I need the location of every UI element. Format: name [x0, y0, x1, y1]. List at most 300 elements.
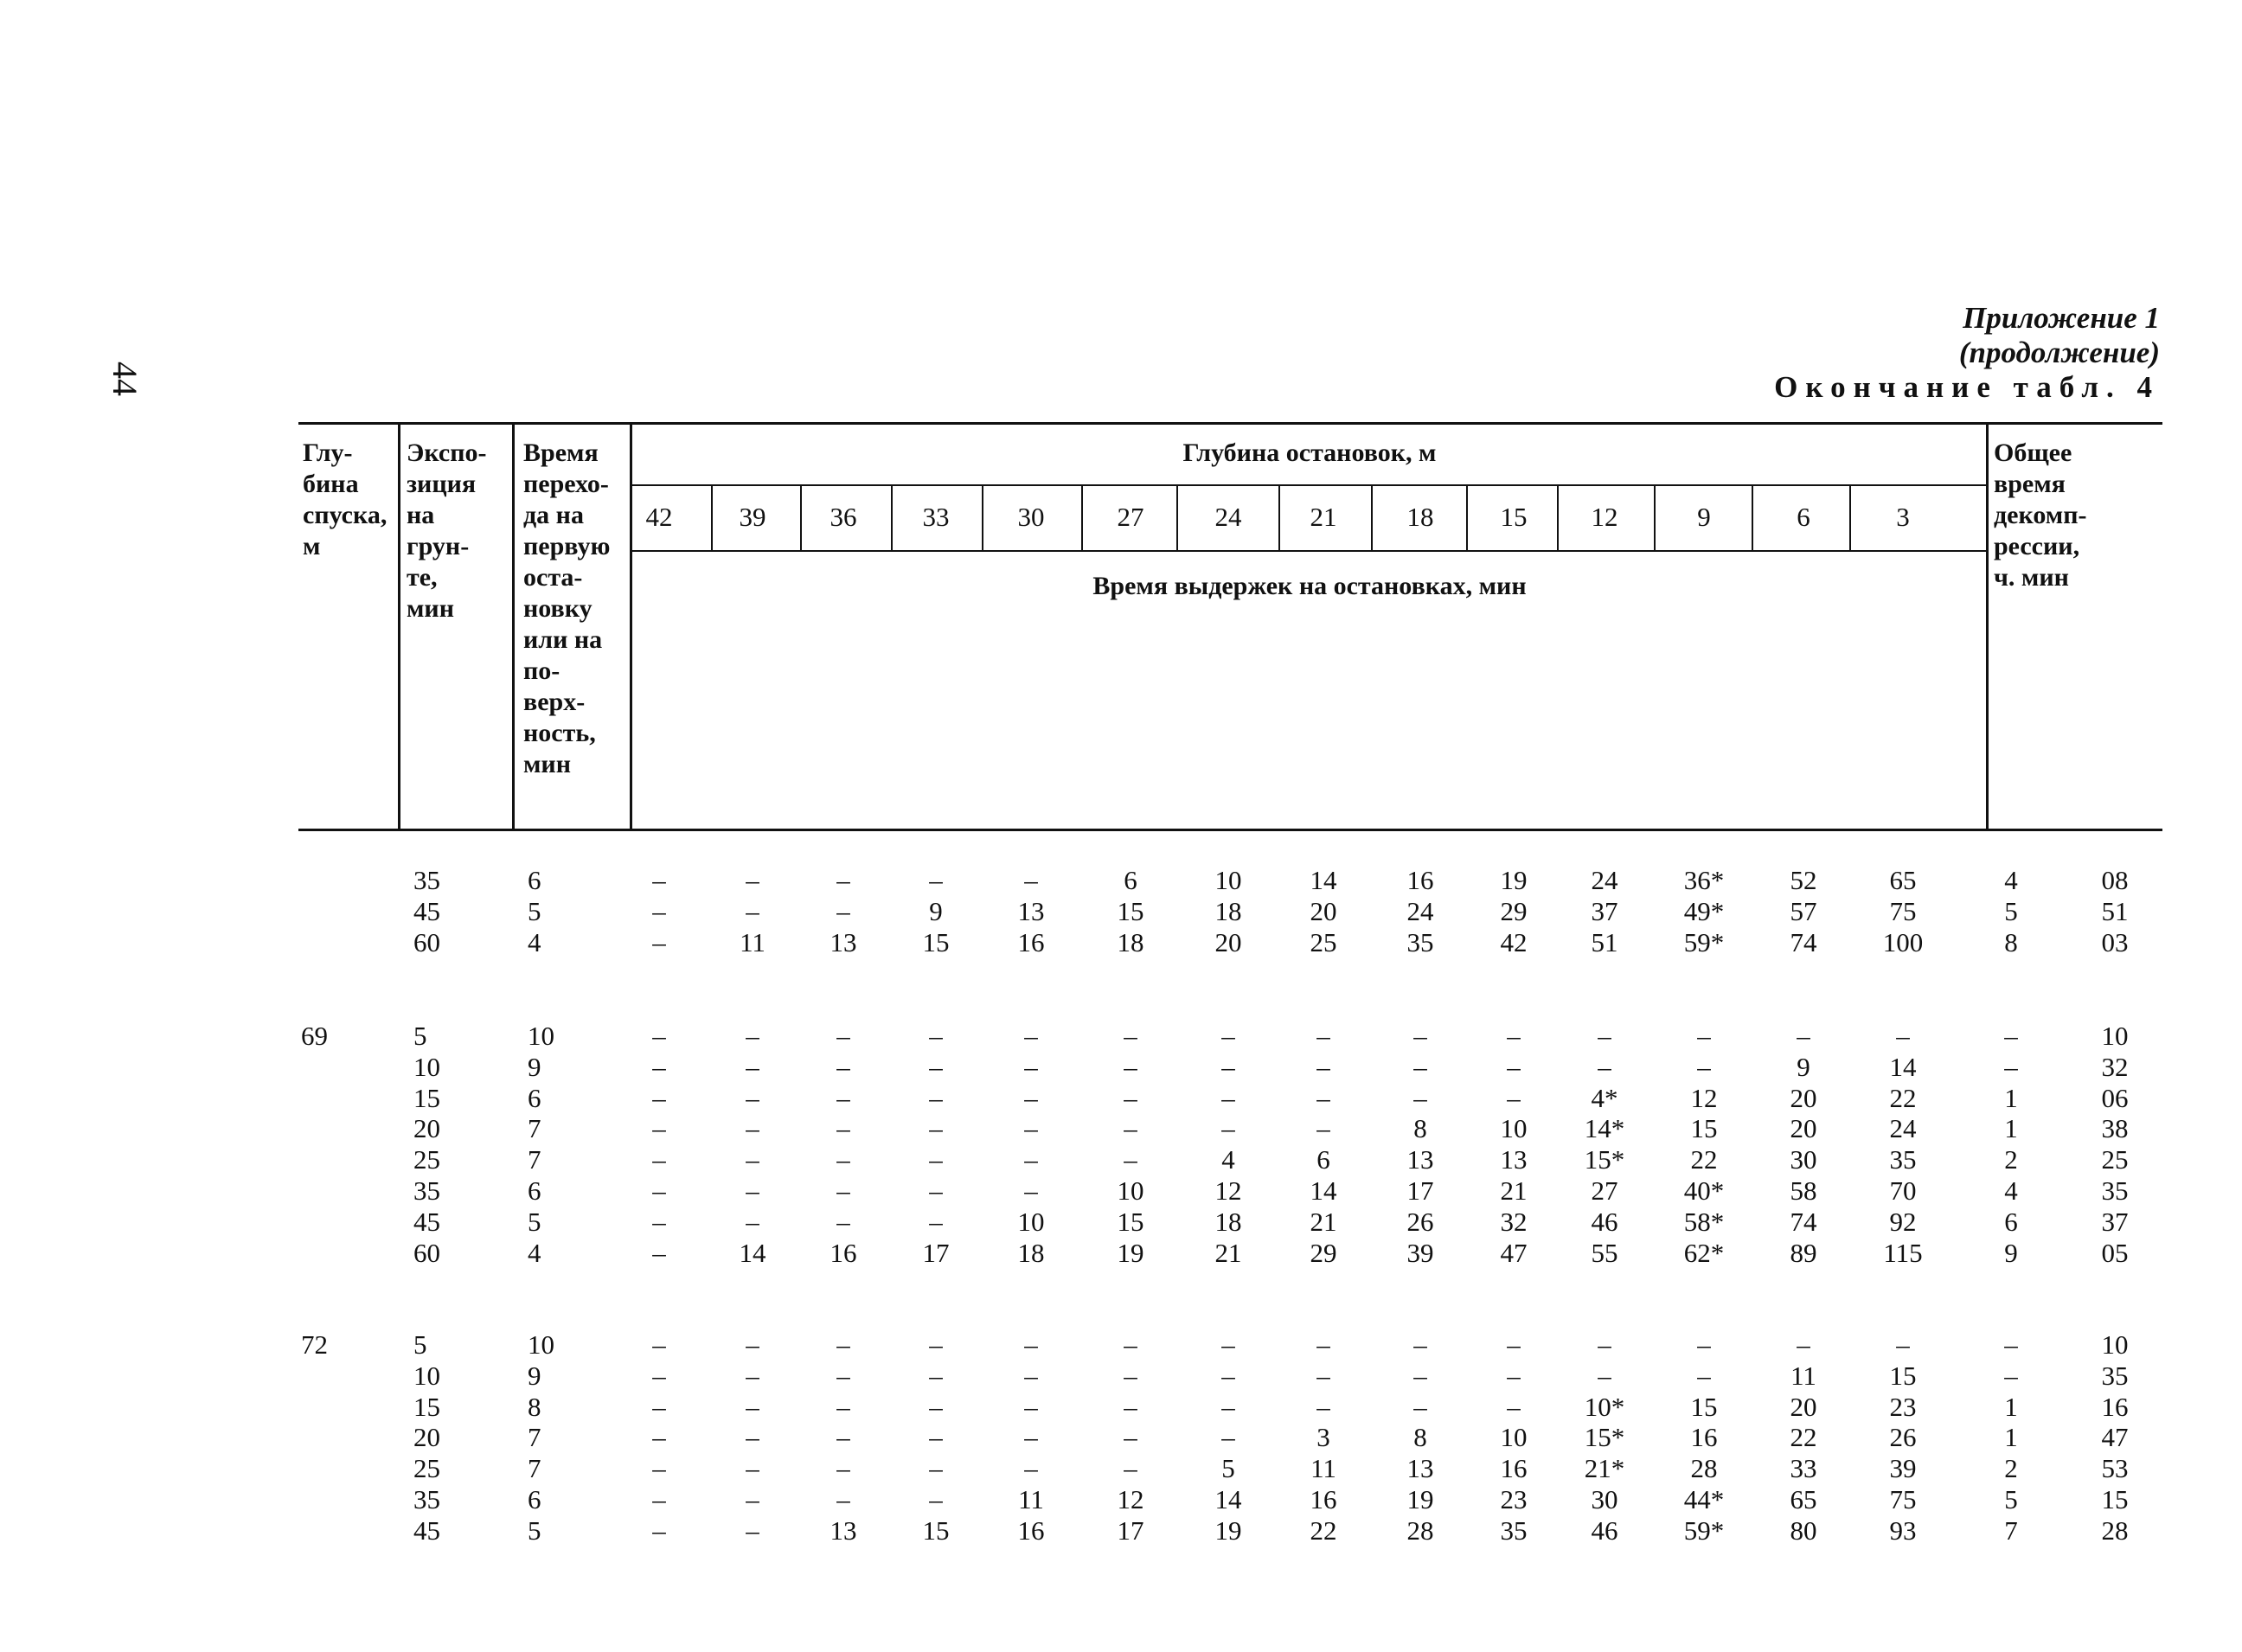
hold-time-cell: – [836, 895, 850, 926]
hold-time-cell: 12 [1117, 1484, 1144, 1514]
hold-time-cell: – [1316, 1391, 1330, 1422]
hold-time-cell: – [1507, 1082, 1521, 1113]
hold-time-cell: 32 [1500, 1206, 1528, 1237]
hold-time-cell: – [1221, 1329, 1235, 1360]
hold-time-cell: – [1124, 1113, 1137, 1144]
hold-time-cell: 5 [1221, 1453, 1235, 1484]
exposure-value: 45 [413, 1514, 440, 1546]
hold-time-cell: – [1413, 1329, 1427, 1360]
hold-time-cell: 8 [1413, 1422, 1427, 1453]
hold-time-cell: – [836, 1021, 850, 1051]
total-hours: 2 [2004, 1453, 2018, 1484]
hold-time-cell: 92 [1889, 1206, 1917, 1237]
hold-time-cell: – [746, 1206, 759, 1237]
hold-time-cell: – [929, 1484, 943, 1514]
hold-time-cell: 24 [1406, 895, 1434, 926]
header-depth [303, 438, 387, 562]
stop-depth-30: 30 [1017, 502, 1045, 532]
hold-time-cell: 74 [1790, 1206, 1817, 1237]
total-minutes: 35 [2101, 1360, 2129, 1391]
hold-time-cell: – [1316, 1113, 1330, 1144]
hold-time-cell: 59* [1683, 1514, 1725, 1546]
hold-time-cell: 20 [1790, 1082, 1817, 1113]
stop-depth-24: 24 [1214, 502, 1242, 532]
hold-time-cell: – [1697, 1021, 1711, 1051]
header-top-rule [298, 422, 2162, 425]
hold-time-cell: 4 [1221, 1144, 1235, 1175]
header-transition-line: верх- [523, 688, 586, 716]
hold-time-cell: 13 [1017, 895, 1045, 926]
hold-time-cell: 16 [1310, 1484, 1337, 1514]
stop-divider [1371, 486, 1373, 550]
header-transition-line: ность, [523, 719, 596, 747]
hold-time-cell: – [652, 1514, 666, 1546]
header-holds-title: Время выдержек на остановках, мин [1092, 572, 1527, 600]
hold-time-cell: 18 [1017, 1237, 1045, 1268]
stop-depth-15: 15 [1500, 502, 1528, 532]
hold-time-cell: 6 [1124, 865, 1137, 895]
hold-time-cell: 13 [830, 1514, 857, 1546]
hold-time-cell: 13 [1406, 1144, 1434, 1175]
exposure-value: 25 [413, 1144, 440, 1175]
hold-time-cell: – [836, 1175, 850, 1206]
hold-time-cell: – [1124, 1021, 1137, 1051]
hold-time-cell: 17 [1117, 1514, 1144, 1546]
hold-time-cell: 70 [1889, 1175, 1917, 1206]
hold-time-cell: – [652, 1021, 666, 1051]
hold-time-cell: – [1221, 1113, 1235, 1144]
hold-time-cell: – [1507, 1360, 1521, 1391]
total-minutes: 35 [2101, 1175, 2129, 1206]
hold-time-cell: 20 [1790, 1113, 1817, 1144]
hold-time-cell: 10 [1500, 1422, 1528, 1453]
hold-time-cell: – [1221, 1391, 1235, 1422]
hold-time-cell: 26 [1406, 1206, 1434, 1237]
hold-time-cell: 19 [1406, 1484, 1434, 1514]
hold-time-cell: – [1124, 1391, 1137, 1422]
hold-time-cell: – [1598, 1051, 1611, 1082]
hold-time-cell: – [836, 865, 850, 895]
hold-time-cell: 21 [1500, 1175, 1528, 1206]
hold-time-cell: – [1024, 1051, 1038, 1082]
hold-time-cell: 16 [1406, 865, 1434, 895]
stop-depth-18: 18 [1406, 502, 1434, 532]
hold-time-cell: – [652, 926, 666, 957]
hold-time-cell: – [746, 1453, 759, 1484]
hold-time-cell: 22 [1889, 1082, 1917, 1113]
header-transition-line: да на [523, 501, 584, 529]
hold-time-cell: 20 [1310, 895, 1337, 926]
hold-time-cell: 15 [1690, 1391, 1718, 1422]
hold-time-cell: 15 [1889, 1360, 1917, 1391]
header-total-line: декомп- [1994, 501, 2087, 529]
header-depth-line: Глу- [303, 439, 353, 467]
transition-value: 7 [528, 1144, 541, 1175]
stop-depth-9: 9 [1697, 502, 1711, 532]
stop-divider [1654, 486, 1656, 550]
stop-depth-27: 27 [1117, 502, 1144, 532]
total-minutes: 10 [2101, 1329, 2129, 1360]
hold-time-cell: 14 [1889, 1051, 1917, 1082]
header-transition-line: мин [523, 750, 572, 778]
hold-time-cell: 23 [1889, 1391, 1917, 1422]
header-total-line: время [1994, 470, 2066, 498]
transition-value: 5 [528, 1514, 541, 1546]
hold-time-cell: – [746, 895, 759, 926]
total-minutes: 47 [2101, 1422, 2129, 1453]
hold-time-cell: 16 [830, 1237, 857, 1268]
hold-time-cell: – [836, 1484, 850, 1514]
hold-time-cell: – [1024, 1175, 1038, 1206]
transition-value: 7 [528, 1113, 541, 1144]
hold-time-cell: 19 [1117, 1237, 1144, 1268]
hold-time-cell: – [1024, 1021, 1038, 1051]
exposure-value: 20 [413, 1113, 440, 1144]
total-hours: 7 [2004, 1514, 2018, 1546]
hold-time-cell: 14* [1584, 1113, 1625, 1144]
stop-depth-42: 42 [645, 502, 673, 532]
hold-time-cell: – [1598, 1021, 1611, 1051]
exposure-value: 35 [413, 1175, 440, 1206]
header-exposure-line: грун- [407, 532, 470, 560]
header-exposure-line: мин [407, 594, 455, 623]
transition-value: 5 [528, 895, 541, 926]
hold-time-cell: 75 [1889, 1484, 1917, 1514]
total-hours: – [2004, 1021, 2018, 1051]
header-exposure-line: на [407, 501, 435, 529]
depth-label: 72 [301, 1329, 328, 1360]
page-number: 44 [106, 362, 144, 396]
total-hours: 1 [2004, 1113, 2018, 1144]
hold-time-cell: 23 [1500, 1484, 1528, 1514]
hold-time-cell: – [1024, 1453, 1038, 1484]
hold-time-cell: – [1413, 1082, 1427, 1113]
stop-depth-6: 6 [1797, 502, 1810, 532]
hold-time-cell: 21 [1214, 1237, 1242, 1268]
hold-time-cell: – [1124, 1422, 1137, 1453]
hold-time-cell: 14 [1214, 1484, 1242, 1514]
hold-time-cell: – [929, 1144, 943, 1175]
hold-time-cell: – [652, 1453, 666, 1484]
header-total-line: рессии, [1994, 532, 2080, 560]
hold-time-cell: – [1413, 1021, 1427, 1051]
hold-time-cell: 24 [1889, 1113, 1917, 1144]
exposure-value: 35 [413, 865, 440, 895]
hold-time-cell: 15 [1117, 1206, 1144, 1237]
hold-time-cell: – [652, 1360, 666, 1391]
hold-time-cell: 14 [1310, 1175, 1337, 1206]
hold-time-cell: 16 [1690, 1422, 1718, 1453]
hold-time-cell: – [1024, 1391, 1038, 1422]
transition-value: 7 [528, 1453, 541, 1484]
hold-time-cell: – [1221, 1051, 1235, 1082]
hold-time-cell: – [836, 1206, 850, 1237]
hold-time-cell: – [652, 1329, 666, 1360]
hold-time-cell: 21 [1310, 1206, 1337, 1237]
hold-time-cell: 15 [1690, 1113, 1718, 1144]
stop-divider [1557, 486, 1559, 550]
hold-time-cell: – [1598, 1329, 1611, 1360]
hold-time-cell: 19 [1500, 865, 1528, 895]
header-exposure-line: зиция [407, 470, 477, 498]
exposure-value: 5 [413, 1021, 427, 1051]
transition-value: 6 [528, 1175, 541, 1206]
stop-divider [891, 486, 893, 550]
hold-time-cell: 100 [1882, 926, 1924, 957]
total-hours: 1 [2004, 1082, 2018, 1113]
hold-time-cell: 30 [1790, 1144, 1817, 1175]
hold-time-cell: 59* [1683, 926, 1725, 957]
hold-time-cell: 13 [1500, 1144, 1528, 1175]
total-hours: 5 [2004, 895, 2018, 926]
total-hours: 1 [2004, 1422, 2018, 1453]
exposure-value: 10 [413, 1051, 440, 1082]
header-transition-line: первую [523, 532, 611, 560]
hold-time-cell: 16 [1500, 1453, 1528, 1484]
hold-time-cell: – [929, 865, 943, 895]
stop-divider [1176, 486, 1178, 550]
hold-time-cell: 18 [1214, 1206, 1242, 1237]
hold-time-cell: 35 [1406, 926, 1434, 957]
transition-value: 4 [528, 926, 541, 957]
hold-time-cell: – [746, 1144, 759, 1175]
hold-time-cell: 40* [1683, 1175, 1725, 1206]
hold-time-cell: 16 [1017, 1514, 1045, 1546]
hold-time-cell: 15 [922, 926, 950, 957]
hold-time-cell: 47 [1500, 1237, 1528, 1268]
hold-time-cell: – [929, 1360, 943, 1391]
hold-time-cell: 25 [1310, 926, 1337, 957]
hold-time-cell: – [652, 895, 666, 926]
total-hours: 8 [2004, 926, 2018, 957]
hold-time-cell: 14 [739, 1237, 766, 1268]
hold-time-cell: – [1124, 1082, 1137, 1113]
hold-time-cell: 46 [1591, 1206, 1618, 1237]
total-hours: 5 [2004, 1484, 2018, 1514]
hold-time-cell: – [929, 1082, 943, 1113]
hold-time-cell: 62* [1683, 1237, 1725, 1268]
hold-time-cell: 11 [740, 926, 765, 957]
total-minutes: 25 [2101, 1144, 2129, 1175]
total-hours: 1 [2004, 1391, 2018, 1422]
hold-time-cell: 10 [1214, 865, 1242, 895]
hold-time-cell: 8 [1413, 1113, 1427, 1144]
hold-time-cell: – [1024, 865, 1038, 895]
hold-time-cell: 27 [1591, 1175, 1618, 1206]
transition-value: 5 [528, 1206, 541, 1237]
hold-time-cell: 13 [830, 926, 857, 957]
transition-value: 9 [528, 1360, 541, 1391]
hold-time-cell: – [746, 1514, 759, 1546]
header-exposure [407, 438, 486, 624]
header-exposure-line: те, [407, 563, 438, 592]
hold-time-cell: 36* [1683, 865, 1725, 895]
hold-time-cell: 89 [1790, 1237, 1817, 1268]
hold-time-cell: – [1024, 1144, 1038, 1175]
hold-time-cell: 10 [1017, 1206, 1045, 1237]
hold-time-cell: 58 [1790, 1175, 1817, 1206]
header-bottom-rule [298, 829, 2162, 831]
total-minutes: 53 [2101, 1453, 2129, 1484]
header-depth-line: бина [303, 470, 359, 498]
hold-time-cell: – [929, 1175, 943, 1206]
transition-value: 10 [528, 1329, 554, 1360]
hold-time-cell: – [1024, 1360, 1038, 1391]
hold-time-cell: – [1413, 1051, 1427, 1082]
hold-time-cell: – [1316, 1051, 1330, 1082]
total-minutes: 28 [2101, 1514, 2129, 1546]
hold-time-cell: 10 [1117, 1175, 1144, 1206]
appendix-note [1959, 301, 2160, 370]
hold-time-cell: – [1598, 1360, 1611, 1391]
hold-time-cell: – [836, 1082, 850, 1113]
hold-time-cell: 11 [1310, 1453, 1336, 1484]
stop-depth-39: 39 [739, 502, 766, 532]
hold-time-cell: 28 [1406, 1514, 1434, 1546]
transition-value: 4 [528, 1237, 541, 1268]
hold-time-cell: – [652, 865, 666, 895]
total-minutes: 10 [2101, 1021, 2129, 1051]
stops-bottom-rule [631, 550, 1988, 552]
hold-time-cell: – [1124, 1360, 1137, 1391]
total-minutes: 51 [2101, 895, 2129, 926]
hold-time-cell: – [929, 1051, 943, 1082]
hold-time-cell: 29 [1500, 895, 1528, 926]
col-divider-4 [1986, 424, 1989, 829]
total-hours: 4 [2004, 1175, 2018, 1206]
hold-time-cell: 42 [1500, 926, 1528, 957]
transition-value: 6 [528, 1484, 541, 1514]
header-transition-line: перехо- [523, 470, 609, 498]
col-divider-2 [512, 424, 515, 829]
hold-time-cell: – [652, 1237, 666, 1268]
stop-divider [800, 486, 802, 550]
hold-time-cell: – [1316, 1082, 1330, 1113]
hold-time-cell: – [836, 1391, 850, 1422]
hold-time-cell: – [746, 1082, 759, 1113]
hold-time-cell: – [652, 1144, 666, 1175]
stop-divider [1081, 486, 1083, 550]
hold-time-cell: 35 [1500, 1514, 1528, 1546]
stop-divider [982, 486, 983, 550]
total-minutes: 03 [2101, 926, 2129, 957]
total-hours: 6 [2004, 1206, 2018, 1237]
hold-time-cell: – [1124, 1144, 1137, 1175]
hold-time-cell: – [652, 1175, 666, 1206]
hold-time-cell: – [836, 1422, 850, 1453]
hold-time-cell: 57 [1790, 895, 1817, 926]
hold-time-cell: 93 [1889, 1514, 1917, 1546]
hold-time-cell: 11 [1790, 1360, 1816, 1391]
stop-depth-21: 21 [1310, 502, 1337, 532]
stop-depth-36: 36 [830, 502, 857, 532]
header-transition-line: по- [523, 656, 560, 685]
hold-time-cell: – [1896, 1329, 1910, 1360]
exposure-value: 10 [413, 1360, 440, 1391]
hold-time-cell: 33 [1790, 1453, 1817, 1484]
hold-time-cell: – [652, 1082, 666, 1113]
header-depth-line: м [303, 532, 321, 560]
header-transition-line: новку [523, 594, 593, 623]
hold-time-cell: – [1413, 1360, 1427, 1391]
hold-time-cell: 22 [1690, 1144, 1718, 1175]
transition-value: 6 [528, 865, 541, 895]
hold-time-cell: 49* [1683, 895, 1725, 926]
stop-divider [1849, 486, 1851, 550]
hold-time-cell: 6 [1316, 1144, 1330, 1175]
hold-time-cell: – [1316, 1329, 1330, 1360]
total-minutes: 06 [2101, 1082, 2129, 1113]
hold-time-cell: – [652, 1113, 666, 1144]
hold-time-cell: – [1221, 1021, 1235, 1051]
hold-time-cell: 24 [1591, 865, 1618, 895]
hold-time-cell: – [1797, 1021, 1810, 1051]
hold-time-cell: – [1697, 1329, 1711, 1360]
header-total [1994, 438, 2087, 593]
hold-time-cell: 15* [1584, 1422, 1625, 1453]
hold-time-cell: – [1124, 1051, 1137, 1082]
hold-time-cell: 15 [922, 1514, 950, 1546]
stop-divider [711, 486, 713, 550]
hold-time-cell: 15 [1117, 895, 1144, 926]
hold-time-cell: 58* [1683, 1206, 1725, 1237]
total-minutes: 38 [2101, 1113, 2129, 1144]
total-hours: 9 [2004, 1237, 2018, 1268]
hold-time-cell: 17 [1406, 1175, 1434, 1206]
hold-time-cell: – [746, 1175, 759, 1206]
hold-time-cell: – [1896, 1021, 1910, 1051]
total-hours: – [2004, 1329, 2018, 1360]
hold-time-cell: 22 [1790, 1422, 1817, 1453]
hold-time-cell: 55 [1591, 1237, 1618, 1268]
exposure-value: 60 [413, 1237, 440, 1268]
hold-time-cell: 12 [1214, 1175, 1242, 1206]
exposure-value: 60 [413, 926, 440, 957]
header-transition-line: Время [523, 439, 599, 467]
total-minutes: 32 [2101, 1051, 2129, 1082]
hold-time-cell: 17 [922, 1237, 950, 1268]
hold-time-cell: 35 [1889, 1144, 1917, 1175]
stop-divider [1752, 486, 1753, 550]
hold-time-cell: – [836, 1329, 850, 1360]
stop-depth-12: 12 [1591, 502, 1618, 532]
hold-time-cell: 3 [1316, 1422, 1330, 1453]
header-total-line: Общее [1994, 439, 2072, 467]
hold-time-cell: 10* [1584, 1391, 1625, 1422]
hold-time-cell: – [746, 1113, 759, 1144]
hold-time-cell: – [836, 1113, 850, 1144]
exposure-value: 15 [413, 1391, 440, 1422]
header-exposure-line: Экспо- [407, 439, 487, 467]
col-divider-3 [630, 424, 632, 829]
hold-time-cell: – [1507, 1391, 1521, 1422]
hold-time-cell: 28 [1690, 1453, 1718, 1484]
total-minutes: 15 [2101, 1484, 2129, 1514]
hold-time-cell: – [836, 1453, 850, 1484]
hold-time-cell: – [1024, 1082, 1038, 1113]
stops-top-rule [631, 484, 1988, 486]
header-transition-line: или на [523, 625, 603, 654]
hold-time-cell: – [1316, 1021, 1330, 1051]
hold-time-cell: 51 [1591, 926, 1618, 957]
stop-depth-3: 3 [1896, 502, 1910, 532]
hold-time-cell: 26 [1889, 1422, 1917, 1453]
stop-divider [1278, 486, 1280, 550]
hold-time-cell: – [1024, 1113, 1038, 1144]
hold-time-cell: 22 [1310, 1514, 1337, 1546]
hold-time-cell: 65 [1889, 865, 1917, 895]
hold-time-cell: – [1124, 1329, 1137, 1360]
